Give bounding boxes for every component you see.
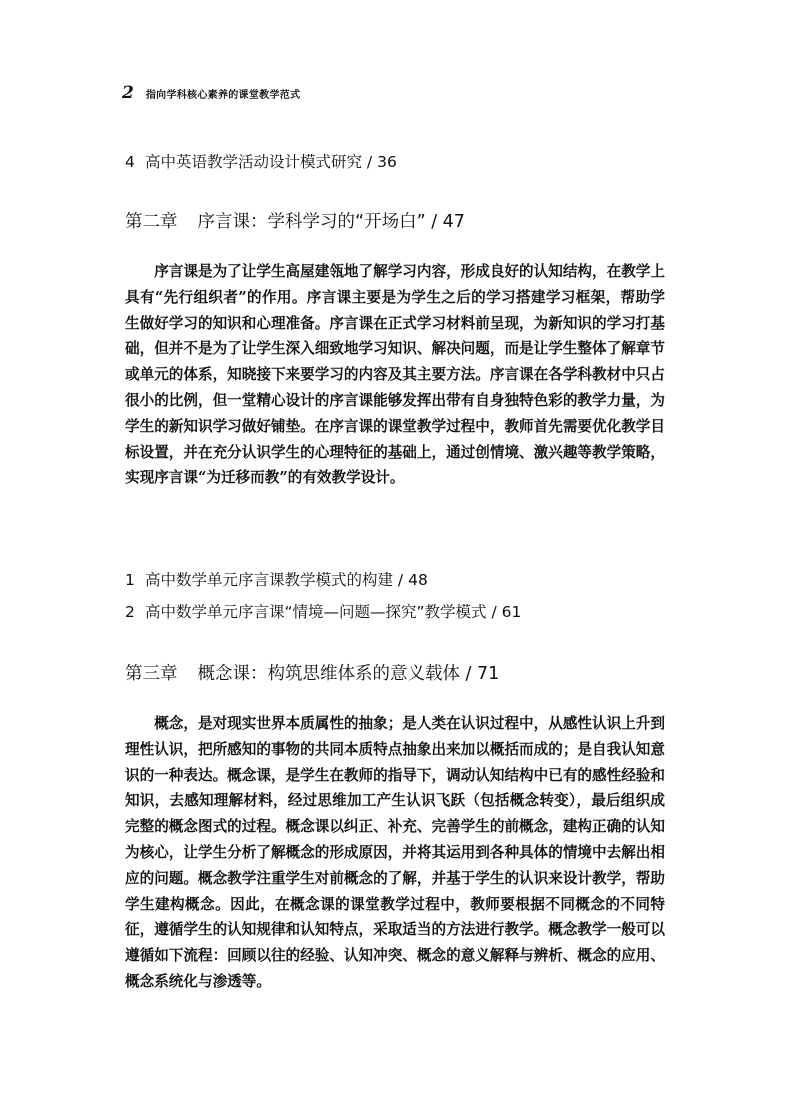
toc-item-number: 1 xyxy=(125,571,135,589)
toc-item-title: 高中数学单元序言课教学模式的构建 / 48 xyxy=(145,571,428,589)
toc-item-number: 4 xyxy=(125,153,135,171)
page-number: 2 xyxy=(122,83,134,103)
chapter-3-heading xyxy=(125,660,499,685)
chapter-2-title: 序言课：学科学习的“开场白” / 47 xyxy=(197,212,465,232)
page-header xyxy=(122,83,300,103)
chapter-2-paragraph: 序言课是为了让学生高屋建瓴地了解学习内容，形成良好的认知结构，在教学上具有“先行组织者”的作用。序言课主要是为学生之后的学习搭建学习框架，帮助学生做好学习的知识和心理准备。序言课在正式学习材料前呈现，为新知识的学习打基础，但并不是为了让学生深入细致地学习知识、解决问题，而是让学生整体了解章节或单元的体系，知晓接下来要学习的内容及其主要方法。序言课在各学科教材中只占很小的比例，但一堂精心设计的序言课能够发挥出带有自身独特色彩的教学力量，为学生的新知识学习做好铺垫。在序言课的课堂教学过程中，教师首先需要优化教学目标设置，并在充分认识学生的心理特征的基础上，通过创情境、激兴趣等教学策略，实现序言课“为迁移而教”的有效教学设计。 xyxy=(125,263,665,487)
running-head: 指向学科核心素养的课堂教学范式 xyxy=(145,89,301,101)
chapter-3-title: 概念课：构筑思维体系的意义载体 / 71 xyxy=(197,664,500,684)
toc-item-4 xyxy=(125,150,397,172)
chapter-3-paragraph: 概念，是对现实世界本质属性的抽象；是人类在认识过程中，从感性认识上升到理性认识，把所感知的事物的共同本质特点抽象出来加以概括而成的；是自我认知意识的一种表达。概念课，是学生在教师的指导下，调动认知结构中已有的感性经验和知识，去感知理解材料，经过思维加工产生认识飞跃（包括概念转变），最后组织成完整的概念图式的过程。概念课以纠正、补充、完善学生的前概念，建构正确的认知为核心，让学生分析了解概念的形成原因，并将其运用到各种具体的情境中去解出相应的问题。概念教学注重学生对前概念的了解，并基于学生的认识来设计教学，帮助学生建构概念。因此，在概念课的课堂教学过程中，教师要根据不同概念的不同特征，遵循学生的认知规律和认知特点，采取适当的方法进行教学。概念教学一般可以遵循如下流程：回顾以往的经验、认知冲突、概念的意义解释与辨析、概念的应用、概念系统化与渗透等。 xyxy=(125,715,665,990)
toc-item-title: 高中数学单元序言课“情境—问题—探究”教学模式 / 61 xyxy=(145,603,522,621)
chapter-2-heading xyxy=(125,208,465,233)
toc-item-title: 高中英语教学活动设计模式研究 / 36 xyxy=(145,153,397,171)
toc-item-2-1 xyxy=(125,568,428,590)
toc-item-2-2 xyxy=(125,600,521,622)
chapter-3-label: 第三章 xyxy=(125,664,178,684)
chapter-2-label: 第二章 xyxy=(125,212,178,232)
toc-item-number: 2 xyxy=(125,603,135,621)
